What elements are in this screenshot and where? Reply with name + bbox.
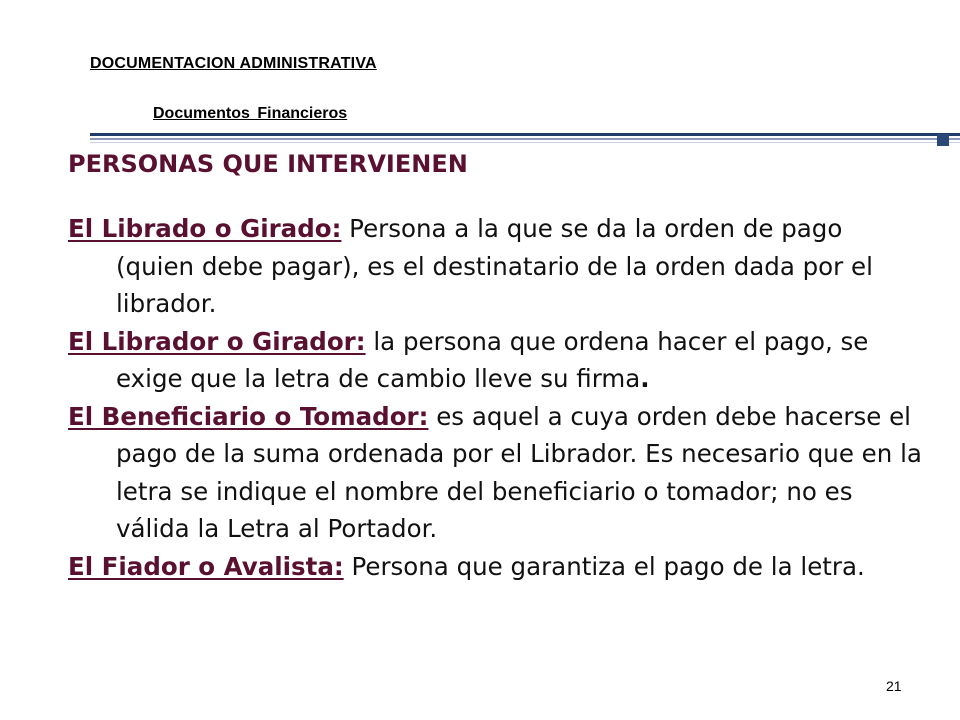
definition-item-fiador [68,548,928,586]
definition-term: El Fiador o Avalista: [68,551,344,581]
definition-term: El Beneficiario o Tomador: [68,401,429,431]
definition-end-mark: . [640,364,650,393]
definition-description: Persona que garantiza el pago de la letra. [343,551,865,581]
definition-list [68,210,928,585]
definition-item-librador [68,323,928,398]
section-heading: PERSONAS QUE INTERVIENEN [68,150,468,178]
definition-term: El Librador o Girador: [68,326,366,356]
document-category-title: DOCUMENTACION ADMINISTRATIVA [90,55,377,72]
definition-description: Persona a la que se da la orden de pago (quien debe pagar), es el destinatario de la orden dada por el librador. [116,214,873,318]
definition-description: es aquel a cuya orden debe hacerse el pago de la suma ordenada por el Librador. Es necesario que en la letra se indique el nombre del beneficiario o tomador; no es válida la Letra al Portador. [116,401,922,543]
definition-term: El Librado o Girado: [68,214,342,243]
definition-item-librado [68,210,928,323]
page-number: 21 [886,678,902,694]
definition-item-beneficiario [68,398,928,548]
document-subtitle: Documentos Financieros [153,105,348,122]
header-divider [90,133,960,145]
decorative-square [937,134,949,146]
definition-description: la persona que ordena hacer el pago, se exige que la letra de cambio lleve su firma [116,326,869,393]
